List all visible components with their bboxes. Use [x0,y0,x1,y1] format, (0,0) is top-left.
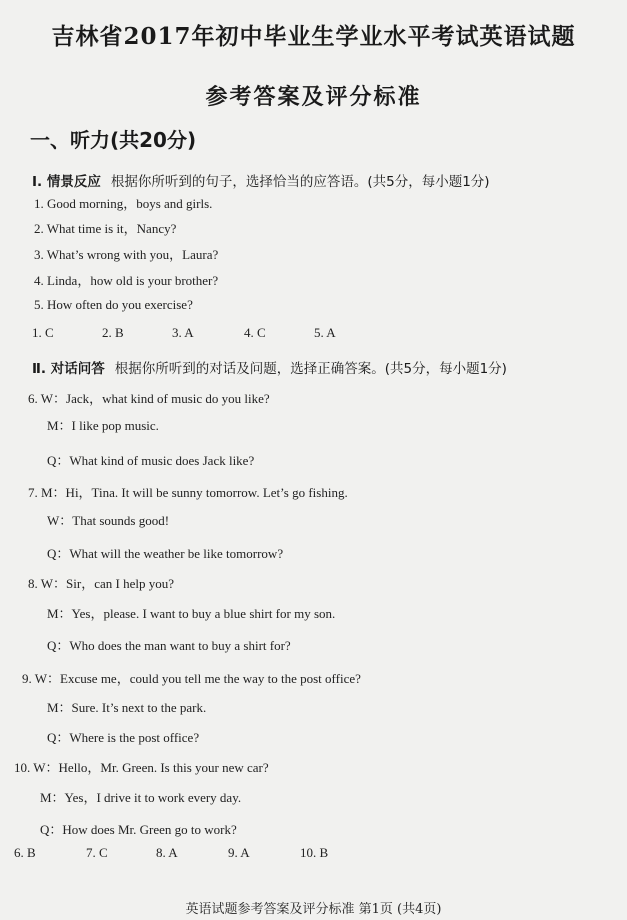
part2-answers [14,845,328,861]
dialogue-question: Q：Where is the post office? [47,730,200,745]
dialogue-line: W：That sounds good! [47,513,170,528]
dialogue-line: M：Yes，I drive it to work every day. [40,790,242,805]
part2-header [32,357,507,377]
answer: 4. C [244,325,266,340]
part1-header [32,170,490,190]
part1-instruction: 根据你所听到的句子，选择恰当的应答语。(共5分，每小题1分) [110,174,490,190]
part1-answers [32,325,336,341]
part2-title: Ⅱ. 对话问答 [32,361,105,377]
dialogue-line: 6. W：Jack，what kind of music do you like? [28,391,270,406]
answer: 2. B [102,325,124,340]
dialogue-question: Q：What will the weather be like tomorrow? [47,546,284,561]
answer: 6. B [14,845,36,860]
page-footer: 英语试题参考答案及评分标准 第1页 (共4页) [185,902,442,917]
answer: 3. A [172,325,194,340]
dialogue-question: Q：How does Mr. Green go to work? [40,822,237,837]
part1-item: 4. Linda，how old is your brother? [34,273,219,288]
dialogue-line: 8. W：Sir，can I help you? [28,576,174,591]
dialogue-line: 7. M：Hi，Tina. It will be sunny tomorrow. Let’s go fishing. [28,485,348,500]
answer: 10. B [300,845,329,860]
answer: 1. C [32,325,54,340]
section-heading-listening: 一、听力(共20分) [30,128,197,152]
part1-item: 2. What time is it，Nancy? [34,221,177,236]
dialogue-question: Q：Who does the man want to buy a shirt for? [47,638,291,653]
part1-title: Ⅰ. 情景反应 [32,174,101,190]
answer: 5. A [314,325,336,340]
part1-item: 1. Good morning，boys and girls. [34,196,213,211]
part1-item: 3. What’s wrong with you，Laura? [34,247,219,262]
dialogue-line: M：Sure. It’s next to the park. [47,700,207,715]
document-title: 吉林省2017年初中毕业生学业水平考试英语试题 [51,23,576,50]
document-subtitle: 参考答案及评分标准 [205,85,422,110]
answer: 7. C [86,845,108,860]
dialogue-line: M：I like pop music. [47,418,159,433]
dialogue-line: 9. W：Excuse me，could you tell me the way to the post office? [22,671,361,686]
answer: 9. A [228,845,250,860]
part2-instruction: 根据你所听到的对话及问题，选择正确答案。(共5分，每小题1分) [114,361,507,377]
dialogue-question: Q：What kind of music does Jack like? [47,453,255,468]
part1-item: 5. How often do you exercise? [34,297,193,312]
answer: 8. A [156,845,178,860]
dialogue-line: M：Yes，please. I want to buy a blue shirt for my son. [47,606,336,621]
dialogue-line: 10. W：Hello，Mr. Green. Is this your new car? [14,760,269,775]
